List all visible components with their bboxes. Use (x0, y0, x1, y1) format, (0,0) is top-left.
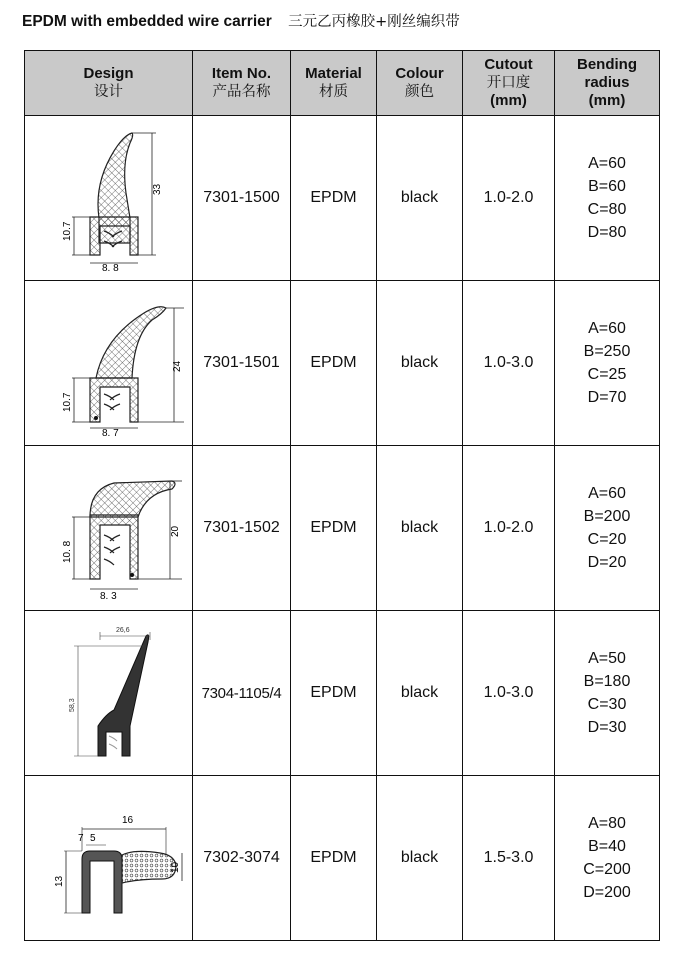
bending-radius: A=60 B=200 C=20 D=20 (555, 446, 660, 611)
bending-radius: A=50 B=180 C=30 D=30 (555, 611, 660, 776)
dim-top: 16 (121, 815, 133, 826)
dim-width: 8. 7 (101, 428, 119, 438)
dim-height: 24 (171, 360, 183, 372)
dim-width: 8. 8 (101, 263, 119, 273)
dim-a: 7 (77, 833, 84, 844)
profile-drawing-7304-1105 (34, 618, 184, 768)
table-row (25, 776, 660, 941)
profile-drawing-7301-1501 (34, 288, 184, 438)
dim-side: 13 (53, 875, 65, 887)
table-header-row (25, 51, 660, 116)
cutout: 1.5-3.0 (463, 776, 555, 941)
dim-side: 10.7 (61, 392, 73, 412)
colour: black (377, 446, 463, 611)
colour: black (377, 116, 463, 281)
profile-drawing-7302-3074 (34, 783, 184, 933)
colour: black (377, 776, 463, 941)
header-item-no: Item No. 产品名称 (193, 51, 291, 116)
item-number: 7301-1502 (193, 446, 291, 611)
material: EPDM (291, 611, 377, 776)
material: EPDM (291, 116, 377, 281)
material: EPDM (291, 446, 377, 611)
table-row (25, 446, 660, 611)
dim-side: 10.7 (61, 221, 73, 241)
item-number: 7301-1501 (193, 281, 291, 446)
dim-side: 10. 8 (61, 540, 73, 563)
dim-b: 5 (89, 833, 96, 844)
header-design: Design 设计 (25, 51, 193, 116)
cutout: 1.0-3.0 (463, 611, 555, 776)
item-number: 7304-1105/4 (193, 611, 291, 776)
profile-drawing-7301-1500 (34, 123, 184, 273)
design-drawing (25, 611, 193, 776)
design-drawing (25, 776, 193, 941)
dim-height: 20 (169, 525, 181, 537)
cutout: 1.0-3.0 (463, 281, 555, 446)
dim-right: 10 (169, 861, 181, 873)
design-drawing (25, 281, 193, 446)
table-row (25, 611, 660, 776)
cutout: 1.0-2.0 (463, 446, 555, 611)
item-number: 7301-1500 (193, 116, 291, 281)
table-row (25, 116, 660, 281)
material: EPDM (291, 281, 377, 446)
table-row (25, 281, 660, 446)
title-english: EPDM with embedded wire carrier (22, 13, 272, 30)
spec-table (24, 50, 660, 941)
bending-radius: A=60 B=250 C=25 D=70 (555, 281, 660, 446)
header-material: Material 材质 (291, 51, 377, 116)
header-colour: Colour 颜色 (377, 51, 463, 116)
bending-radius: A=60 B=60 C=80 D=80 (555, 116, 660, 281)
item-number: 7302-3074 (193, 776, 291, 941)
colour: black (377, 281, 463, 446)
dim-height: 33 (151, 183, 163, 195)
dim-width: 8. 3 (99, 591, 117, 602)
cutout: 1.0-2.0 (463, 116, 555, 281)
dim-width: 26,6 (115, 627, 130, 634)
header-cutout: Cutout 开口度 (mm) (463, 51, 555, 116)
design-drawing (25, 116, 193, 281)
header-bending-radius: Bending radius (mm) (555, 51, 660, 116)
title-chinese: 三元乙丙橡胶+刚丝编织带 (288, 14, 460, 30)
bending-radius: A=80 B=40 C=200 D=200 (555, 776, 660, 941)
material: EPDM (291, 776, 377, 941)
profile-drawing-7301-1502 (34, 453, 184, 603)
dim-height: 58,3 (68, 698, 76, 712)
colour: black (377, 611, 463, 776)
document-title (22, 10, 460, 31)
design-drawing (25, 446, 193, 611)
